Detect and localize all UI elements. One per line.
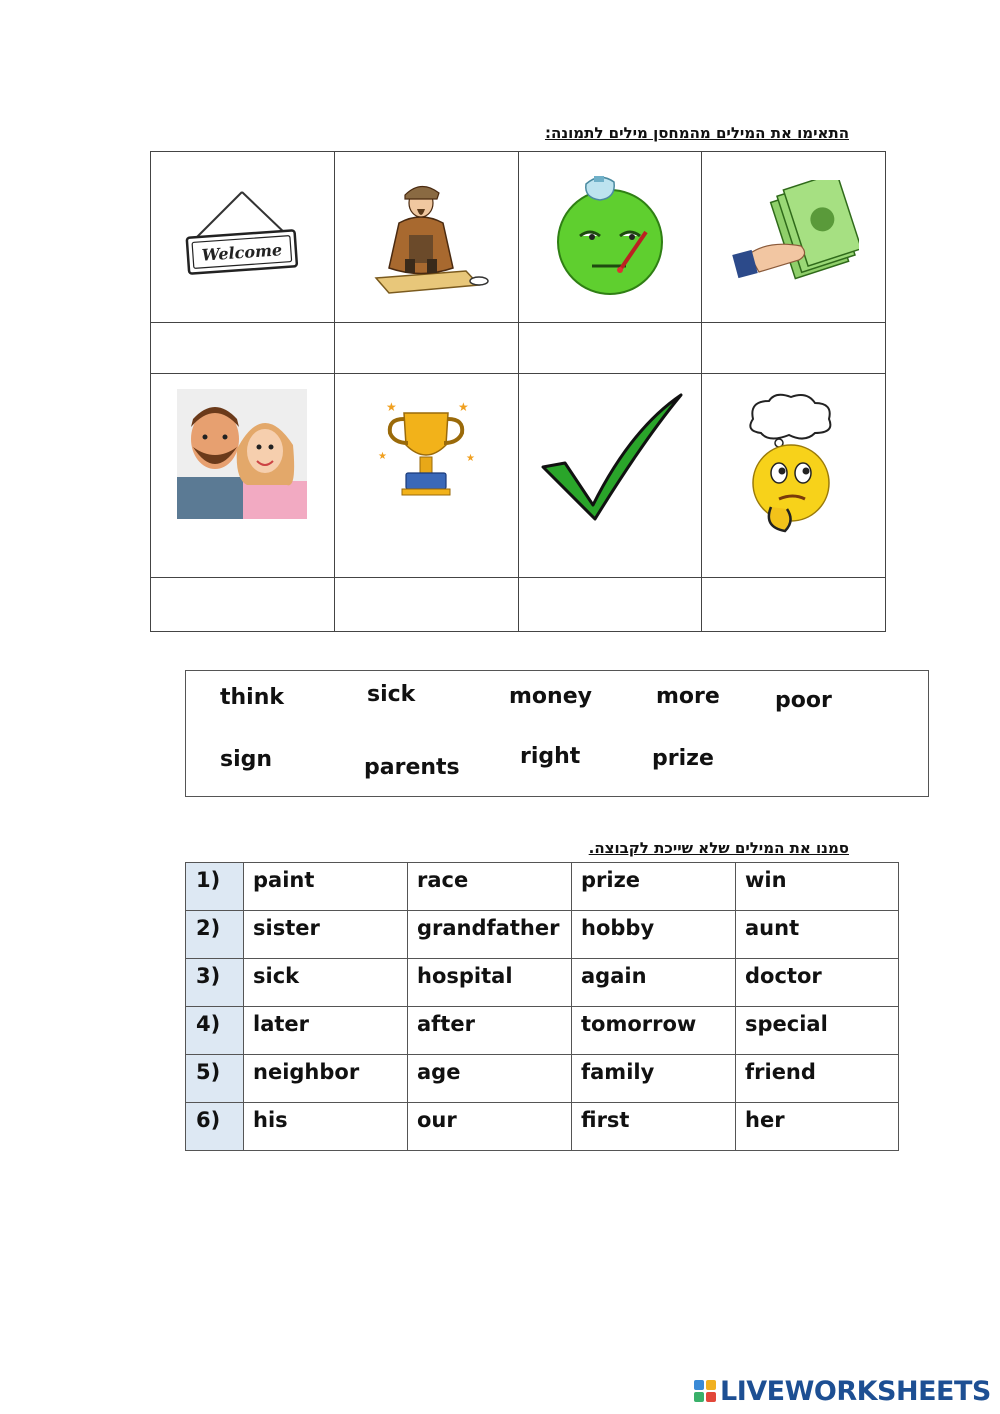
answer-cell-7[interactable] [518, 577, 702, 631]
word-bank-item[interactable]: think [220, 685, 285, 710]
word-option[interactable]: his [244, 1103, 408, 1151]
row-number: 2) [186, 911, 244, 959]
answer-cell-8[interactable] [702, 577, 886, 631]
answer-input-4[interactable] [708, 330, 880, 367]
table-row [186, 1007, 899, 1055]
word-option[interactable]: paint [244, 863, 408, 911]
svg-text:★: ★ [466, 452, 476, 464]
word-bank-item[interactable]: parents [364, 755, 460, 780]
word-bank-item[interactable]: sick [367, 682, 416, 707]
word-bank [185, 670, 929, 797]
picture-cell-prize [334, 374, 518, 577]
word-bank-item[interactable]: right [520, 744, 581, 769]
word-option[interactable]: sister [244, 911, 408, 959]
liveworksheets-logo [694, 1376, 991, 1406]
word-option[interactable]: win [736, 863, 899, 911]
logo-mark-icon [694, 1380, 716, 1402]
answer-cell-6[interactable] [334, 577, 518, 631]
picture-cell-think [702, 374, 886, 577]
row-number: 5) [186, 1055, 244, 1103]
money-hand-image [729, 180, 859, 290]
table-row [186, 911, 899, 959]
word-option[interactable]: prize [572, 863, 736, 911]
word-option[interactable]: friend [736, 1055, 899, 1103]
row-number: 1) [186, 863, 244, 911]
picture-cell-parents [151, 374, 335, 577]
logo-text: LIVEWORKSHEETS [720, 1375, 991, 1407]
odd-one-out-instruction: סמנו את המילים שלא שייכת לקבוצה. [588, 839, 849, 857]
answer-cell-3[interactable] [518, 323, 702, 374]
word-option[interactable]: hospital [408, 959, 572, 1007]
answer-input-5[interactable] [156, 585, 328, 624]
table-row [186, 959, 899, 1007]
word-option[interactable]: after [408, 1007, 572, 1055]
word-option[interactable]: tomorrow [572, 1007, 736, 1055]
word-bank-item[interactable]: more [656, 684, 720, 709]
picture-cell-sign [151, 152, 335, 323]
word-option[interactable]: special [736, 1007, 899, 1055]
picture-cell-poor [334, 152, 518, 323]
word-option[interactable]: age [408, 1055, 572, 1103]
row-number: 6) [186, 1103, 244, 1151]
trophy-icon [376, 399, 476, 509]
word-option[interactable]: aunt [736, 911, 899, 959]
word-bank-item[interactable]: poor [775, 688, 832, 713]
checkmark-icon [535, 389, 685, 529]
matching-instruction: התאימו את המילים מהמחסן מילים לתמונה: [545, 124, 849, 142]
picture-cell-right [518, 374, 702, 577]
word-bank-item[interactable]: sign [220, 747, 273, 772]
table-row [186, 863, 899, 911]
svg-text:★: ★ [386, 399, 397, 414]
welcome-sign-image [182, 188, 302, 283]
word-option[interactable]: again [572, 959, 736, 1007]
row-number: 3) [186, 959, 244, 1007]
svg-text:★: ★ [378, 450, 388, 462]
word-option[interactable]: later [244, 1007, 408, 1055]
thinking-emoji-image [739, 391, 849, 536]
word-option[interactable]: hobby [572, 911, 736, 959]
word-option[interactable]: family [572, 1055, 736, 1103]
answer-input-6[interactable] [340, 585, 512, 624]
row-number: 4) [186, 1007, 244, 1055]
answer-cell-4[interactable] [702, 323, 886, 374]
word-bank-item[interactable]: money [509, 684, 592, 709]
answer-cell-2[interactable] [334, 323, 518, 374]
word-option[interactable]: race [408, 863, 572, 911]
answer-input-2[interactable] [340, 330, 512, 367]
answer-input-8[interactable] [708, 585, 880, 624]
word-option[interactable]: doctor [736, 959, 899, 1007]
answer-input-7[interactable] [524, 585, 696, 624]
answer-input-3[interactable] [524, 330, 696, 367]
word-option[interactable]: her [736, 1103, 899, 1151]
picture-cell-money [702, 152, 886, 323]
answer-cell-1[interactable] [151, 323, 335, 374]
welcome-sign-text: Welcome [201, 239, 284, 265]
answer-input-1[interactable] [156, 330, 328, 367]
word-option[interactable]: grandfather [408, 911, 572, 959]
poor-beggar-image [361, 173, 491, 298]
picture-grid [150, 151, 886, 632]
answer-cell-5[interactable] [151, 577, 335, 631]
word-bank-item[interactable]: prize [652, 746, 714, 771]
word-option[interactable]: our [408, 1103, 572, 1151]
odd-one-out-table [185, 862, 899, 1151]
parents-image [177, 389, 307, 519]
sick-face-image [550, 170, 670, 300]
svg-text:★: ★ [458, 399, 469, 414]
word-option[interactable]: first [572, 1103, 736, 1151]
table-row [186, 1055, 899, 1103]
word-option[interactable]: neighbor [244, 1055, 408, 1103]
table-row [186, 1103, 899, 1151]
picture-cell-sick [518, 152, 702, 323]
word-option[interactable]: sick [244, 959, 408, 1007]
